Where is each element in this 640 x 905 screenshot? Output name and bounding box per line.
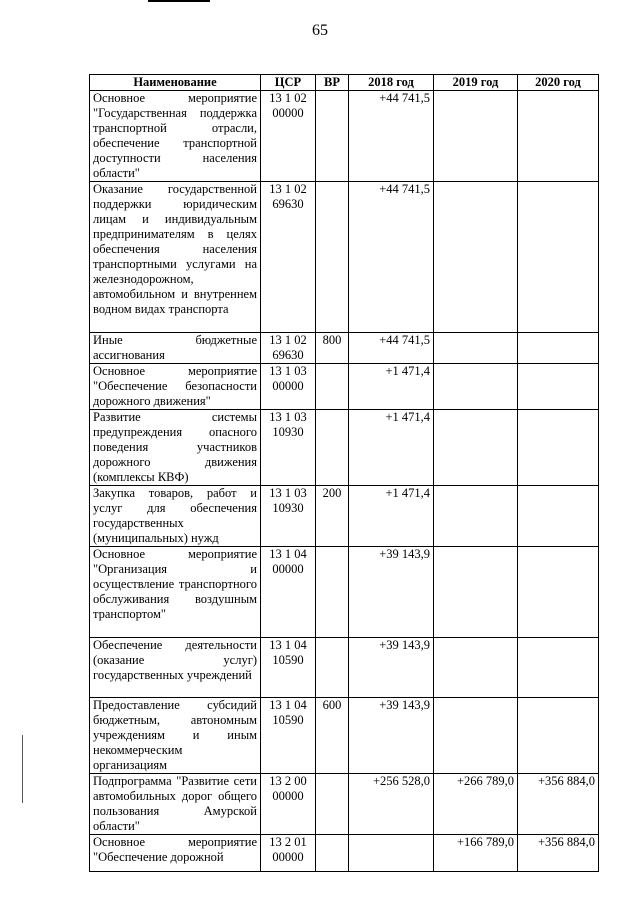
cell-2020: +356 884,0: [518, 774, 599, 835]
cell-2020: [518, 91, 599, 182]
cell-2018: +44 741,5: [349, 333, 434, 364]
table-row: [90, 638, 599, 698]
cell-2020: [518, 333, 599, 364]
header-2020: 2020 год: [518, 75, 599, 91]
cell-vr: [316, 182, 349, 333]
cell-2018: +39 143,9: [349, 547, 434, 638]
page-number: 65: [312, 22, 328, 39]
cell-2019: [434, 91, 518, 182]
table-row: [90, 698, 599, 774]
cell-2018: +1 471,4: [349, 364, 434, 410]
cell-vr: 200: [316, 486, 349, 547]
cell-2020: [518, 547, 599, 638]
cell-2019: [434, 547, 518, 638]
cell-2019: [434, 182, 518, 333]
cell-2019: [434, 333, 518, 364]
header-2019: 2019 год: [434, 75, 518, 91]
cell-name: Предоставление субсидий бюджетным, автономным учреждениям и иным некоммерческим организациям: [90, 698, 261, 774]
cell-2020: [518, 698, 599, 774]
cell-vr: [316, 364, 349, 410]
table-row: [90, 547, 599, 638]
cell-2018: +1 471,4: [349, 410, 434, 486]
cell-2019: [434, 410, 518, 486]
cell-2019: +166 789,0: [434, 835, 518, 872]
table-row: [90, 410, 599, 486]
cell-csr: 13 1 04 10590: [261, 698, 316, 774]
table-row: [90, 835, 599, 872]
cell-name: Основное мероприятие "Государственная поддержка транспортной отрасли, обеспечение транспортной доступности населения области": [90, 91, 261, 182]
header-vr: ВР: [316, 75, 349, 91]
cell-2020: +356 884,0: [518, 835, 599, 872]
cell-name: Развитие системы предупреждения опасного поведения участников дорожного движения (комплексы КВФ): [90, 410, 261, 486]
cell-name: Основное мероприятие "Обеспечение дорожной: [90, 835, 261, 872]
cell-2018: +44 741,5: [349, 91, 434, 182]
cell-csr: 13 1 03 00000: [261, 364, 316, 410]
header-2018: 2018 год: [349, 75, 434, 91]
cell-2020: [518, 182, 599, 333]
cell-2020: [518, 364, 599, 410]
cell-2019: +266 789,0: [434, 774, 518, 835]
cell-csr: 13 1 02 69630: [261, 333, 316, 364]
cell-2020: [518, 486, 599, 547]
cell-vr: 800: [316, 333, 349, 364]
cell-name: Основное мероприятие "Обеспечение безопасности дорожного движения": [90, 364, 261, 410]
cell-name: Подпрограмма "Развитие сети автомобильных дорог общего пользования Амурской области": [90, 774, 261, 835]
cell-csr: 13 1 04 10590: [261, 638, 316, 698]
table-row: [90, 182, 599, 333]
cell-2018: +256 528,0: [349, 774, 434, 835]
cell-csr: 13 1 04 00000: [261, 547, 316, 638]
header-csr: ЦСР: [261, 75, 316, 91]
cell-2019: [434, 638, 518, 698]
table-header-row: [90, 75, 599, 91]
top-scan-mark-small: [200, 0, 210, 2]
cell-vr: [316, 638, 349, 698]
cell-vr: [316, 91, 349, 182]
cell-2020: [518, 410, 599, 486]
cell-csr: 13 2 01 00000: [261, 835, 316, 872]
table-row: [90, 774, 599, 835]
cell-name: Закупка товаров, работ и услуг для обеспечения государственных (муниципальных) нужд: [90, 486, 261, 547]
cell-2018: +1 471,4: [349, 486, 434, 547]
cell-name: Иные бюджетные ассигнования: [90, 333, 261, 364]
cell-csr: 13 1 03 10930: [261, 410, 316, 486]
cell-vr: 600: [316, 698, 349, 774]
cell-csr: 13 2 00 00000: [261, 774, 316, 835]
cell-csr: 13 1 02 00000: [261, 91, 316, 182]
cell-csr: 13 1 03 10930: [261, 486, 316, 547]
budget-table: [89, 74, 599, 872]
cell-vr: [316, 835, 349, 872]
table-row: [90, 91, 599, 182]
cell-2018: +39 143,9: [349, 638, 434, 698]
cell-name: Основное мероприятие "Организация и осуществление транспортного обслуживания воздушным транспортом": [90, 547, 261, 638]
table-row: [90, 364, 599, 410]
cell-2018: +44 741,5: [349, 182, 434, 333]
margin-mark: [22, 735, 23, 803]
table-row: [90, 333, 599, 364]
header-name: Наименование: [90, 75, 261, 91]
cell-2018: [349, 835, 434, 872]
cell-csr: 13 1 02 69630: [261, 182, 316, 333]
cell-2019: [434, 364, 518, 410]
cell-vr: [316, 547, 349, 638]
table-row: [90, 486, 599, 547]
cell-name: Оказание государственной поддержки юридическим лицам и индивидуальным предпринимателям в целях обеспечения населения транспортными услугами на железнодорожном, автомобильном и внутреннем водном видах транспорта: [90, 182, 261, 333]
cell-vr: [316, 410, 349, 486]
cell-name: Обеспечение деятельности (оказание услуг) государственных учреждений: [90, 638, 261, 698]
cell-2020: [518, 638, 599, 698]
cell-2018: +39 143,9: [349, 698, 434, 774]
cell-2019: [434, 486, 518, 547]
cell-2019: [434, 698, 518, 774]
cell-vr: [316, 774, 349, 835]
